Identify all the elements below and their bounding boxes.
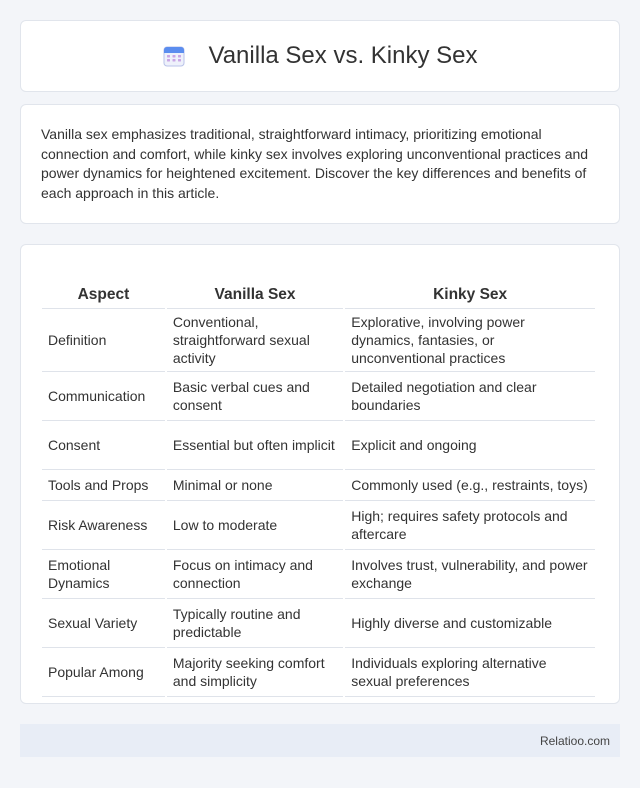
- table-row: [42, 421, 595, 470]
- cell-aspect: Sexual Variety: [42, 599, 165, 648]
- table-row: [42, 550, 595, 599]
- table-row: [42, 309, 595, 372]
- header-kinky: Kinky Sex: [345, 265, 595, 309]
- cell-kinky: High; requires safety protocols and aftercare: [345, 501, 595, 550]
- header-vanilla: Vanilla Sex: [167, 265, 343, 309]
- cell-vanilla: Focus on intimacy and connection: [167, 550, 343, 599]
- cell-aspect: Tools and Props: [42, 470, 165, 501]
- cell-vanilla: Basic verbal cues and consent: [167, 372, 343, 421]
- cell-vanilla: Conventional, straightforward sexual activity: [167, 309, 343, 372]
- footer: [20, 724, 620, 757]
- title-card: [20, 20, 620, 92]
- cell-kinky: Detailed negotiation and clear boundaries: [345, 372, 595, 421]
- cell-vanilla: Essential but often implicit: [167, 421, 343, 470]
- cell-kinky: Highly diverse and customizable: [345, 599, 595, 648]
- table-header-row: [42, 265, 595, 309]
- cell-kinky: Individuals exploring alternative sexual preferences: [345, 648, 595, 697]
- table-row: [42, 501, 595, 550]
- table-row: [42, 372, 595, 421]
- comparison-table-card: [20, 244, 620, 704]
- cell-aspect: Communication: [42, 372, 165, 421]
- cell-vanilla: Low to moderate: [167, 501, 343, 550]
- cell-kinky: Commonly used (e.g., restraints, toys): [345, 470, 595, 501]
- cell-vanilla: Minimal or none: [167, 470, 343, 501]
- intro-paragraph: Vanilla sex emphasizes traditional, straightforward intimacy, prioritizing emotional connection and comfort, while kinky sex involves exploring unconventional practices and power dynamics for heightened excitement. Discover the key differences and benefits of each approach in this article.: [41, 126, 589, 201]
- footer-site-name: Relatioo.com: [539, 733, 610, 748]
- table-row: [42, 648, 595, 697]
- cell-aspect: Risk Awareness: [42, 501, 165, 550]
- cell-aspect: Emotional Dynamics: [42, 550, 165, 599]
- page-title: Vanilla Sex vs. Kinky Sex: [208, 42, 478, 69]
- cell-aspect: Popular Among: [42, 648, 165, 697]
- cell-kinky: Explorative, involving power dynamics, fantasies, or unconventional practices: [345, 309, 595, 372]
- cell-vanilla: Typically routine and predictable: [167, 599, 343, 648]
- cell-vanilla: Majority seeking comfort and simplicity: [167, 648, 343, 697]
- calendar-icon: [162, 44, 186, 68]
- cell-kinky: Explicit and ongoing: [345, 421, 595, 470]
- cell-aspect: Definition: [42, 309, 165, 372]
- comparison-table: [40, 265, 597, 697]
- intro-card: [20, 104, 620, 224]
- header-aspect: Aspect: [42, 265, 165, 309]
- cell-kinky: Involves trust, vulnerability, and power exchange: [345, 550, 595, 599]
- title-wrap: [162, 42, 477, 70]
- cell-aspect: Consent: [42, 421, 165, 470]
- table-row: [42, 599, 595, 648]
- table-row: [42, 470, 595, 501]
